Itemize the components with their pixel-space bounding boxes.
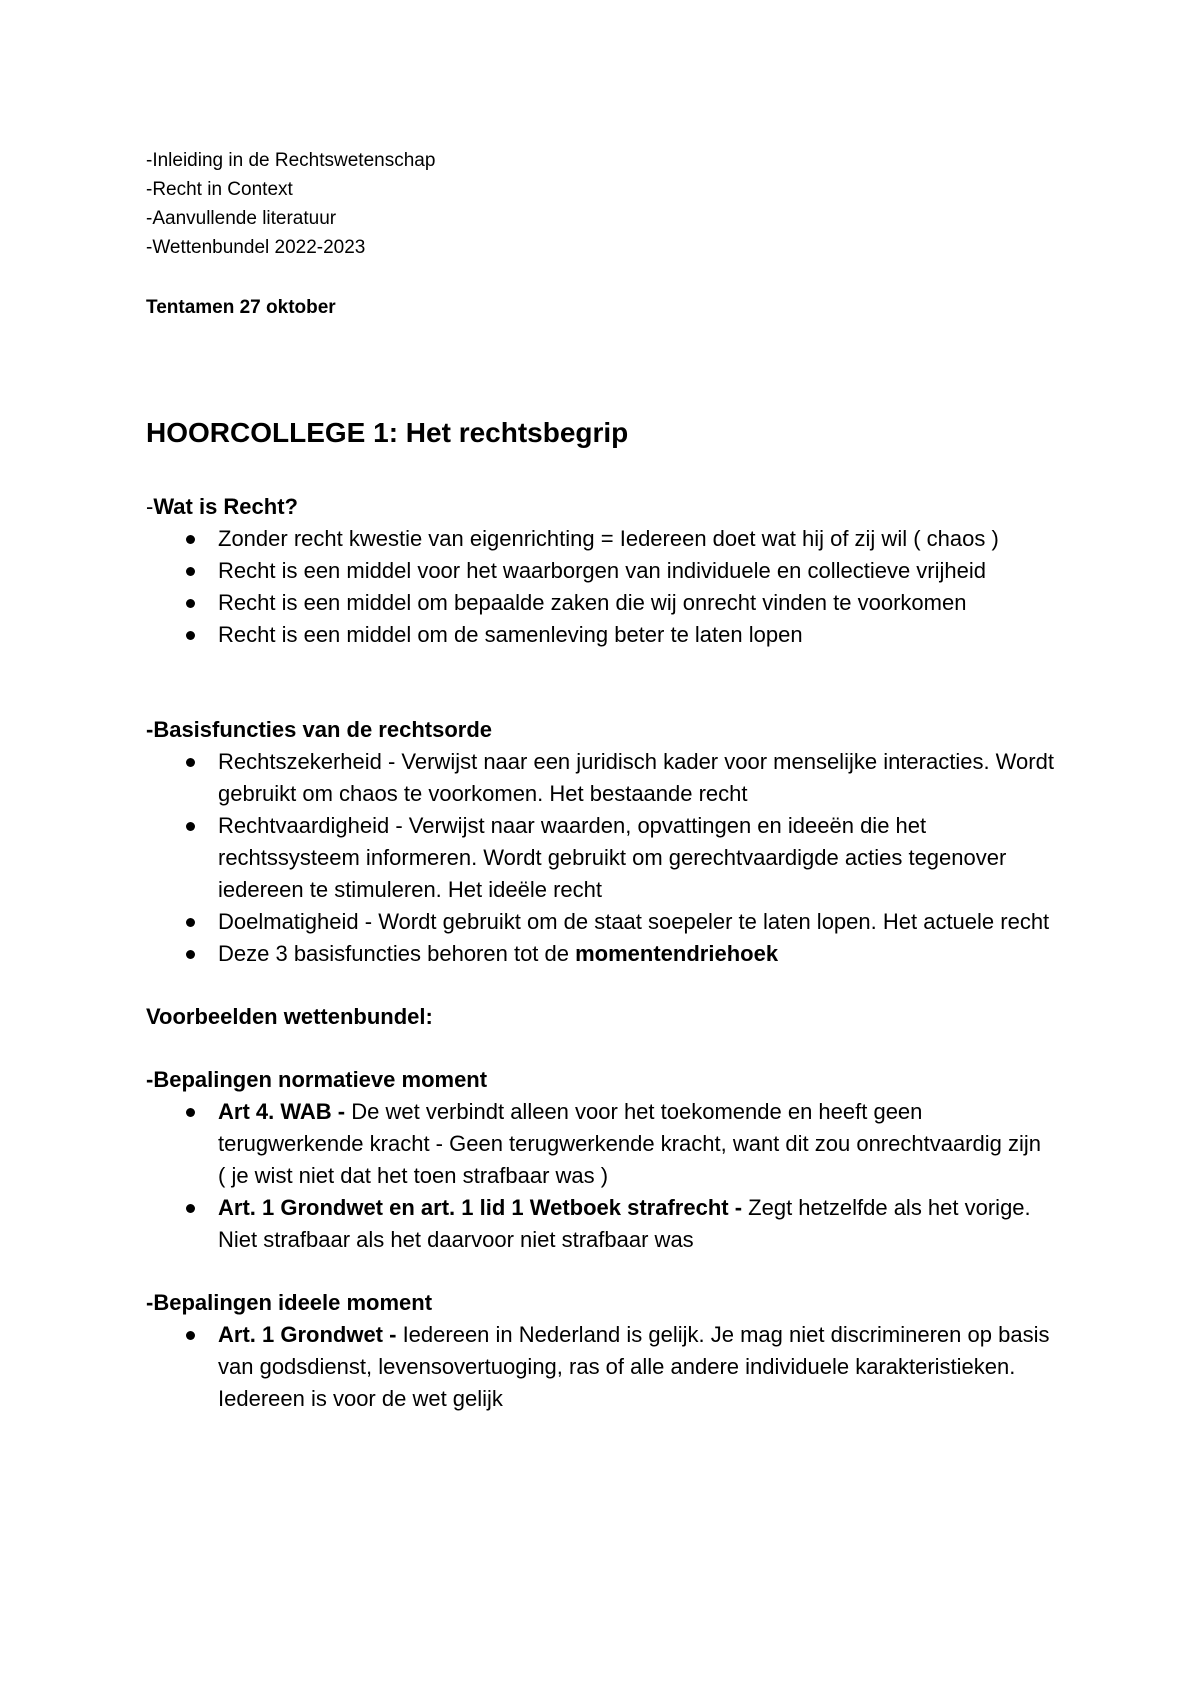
bullet-list <box>146 746 1080 970</box>
article-reference: Art. 1 Grondwet en art. 1 lid 1 Wetboek strafrecht - <box>218 1195 743 1220</box>
section-wat-is-recht <box>146 491 1080 651</box>
bullet-icon <box>186 631 195 640</box>
list-item-bold-term: momentendriehoek <box>575 941 779 966</box>
section-heading <box>146 1064 1080 1096</box>
heading-dash: - <box>146 494 154 519</box>
heading-label: Bepalingen ideele moment <box>153 1290 433 1315</box>
literature-item: -Wettenbundel 2022-2023 <box>146 237 366 258</box>
list-item <box>146 587 1054 619</box>
article-reference: Art 4. WAB - <box>218 1099 346 1124</box>
bullet-icon <box>186 950 195 959</box>
article-reference: Art. 1 Grondwet - <box>218 1322 397 1347</box>
list-item-text: Doelmatigheid - Wordt gebruikt om de staat soepeler te laten lopen. Het actuele recht <box>218 909 1050 934</box>
exam-date: Tentamen 27 oktober <box>146 297 336 318</box>
heading-dash: - <box>146 1067 154 1092</box>
list-item <box>146 938 1054 970</box>
list-item <box>146 1192 1054 1256</box>
bullet-icon <box>186 599 195 608</box>
list-item <box>146 810 1054 906</box>
bullet-icon <box>186 1331 195 1340</box>
list-item-text: Rechtvaardigheid - Verwijst naar waarden, opvattingen en ideeën die het rechtssysteem informeren. Wordt gebruikt om gerechtvaardigde acties tegenover iedereen te stimuleren. Het ideële recht <box>218 813 1007 902</box>
list-item <box>146 1096 1054 1192</box>
literature-item: -Recht in Context <box>146 179 293 200</box>
list-item <box>146 555 1054 587</box>
lecture-title: HOORCOLLEGE 1: Het rechtsbegrip <box>146 417 629 448</box>
heading-label: Wat is Recht? <box>153 494 298 519</box>
list-item <box>146 906 1054 938</box>
list-item <box>146 523 1054 555</box>
heading-dash: - <box>146 717 154 742</box>
bullet-list <box>146 523 1080 651</box>
list-item-text: Zonder recht kwestie van eigenrichting = Iedereen doet wat hij of zij wil ( chaos ) <box>218 526 999 551</box>
section-normatieve-moment <box>146 1064 1080 1256</box>
list-item-text: De wet verbindt alleen voor het toekomende en heeft geen terugwerkende kracht - Geen terugwerkende kracht, want dit zou onrechtvaardig zijn ( je wist niet dat het toen strafbaar was ) <box>218 1099 1041 1188</box>
literature-list <box>146 146 1080 262</box>
section-heading <box>146 1001 1080 1033</box>
list-item <box>146 746 1054 810</box>
list-item-text: Zegt hetzelfde als het vorige. Niet strafbaar als het daarvoor niet strafbaar was <box>218 1195 1031 1252</box>
heading-dash: - <box>146 1290 154 1315</box>
literature-item: -Aanvullende literatuur <box>146 208 337 229</box>
literature-item: -Inleiding in de Rechtswetenschap <box>146 150 436 171</box>
list-item-text: Iedereen in Nederland is gelijk. Je mag niet discrimineren op basis van godsdienst, levensovertuoging, ras of alle andere individuele karakteristieken. Iedereen is voor de wet gelijk <box>218 1322 1050 1411</box>
list-item-text: Recht is een middel om de samenleving beter te laten lopen <box>218 622 803 647</box>
bullet-icon <box>186 822 195 831</box>
bullet-icon <box>186 535 195 544</box>
list-item <box>146 619 1054 651</box>
bullet-icon <box>186 1204 195 1213</box>
section-ideele-moment <box>146 1287 1080 1415</box>
section-voorbeelden <box>146 1001 1080 1033</box>
list-item-text: Rechtszekerheid - Verwijst naar een juridisch kader voor menselijke interacties. Wordt gebruikt om chaos te voorkomen. Het bestaande recht <box>218 749 1054 806</box>
list-item-text: Recht is een middel voor het waarborgen van individuele en collectieve vrijheid <box>218 558 986 583</box>
bullet-list <box>146 1319 1080 1415</box>
bullet-list <box>146 1096 1080 1256</box>
section-heading <box>146 714 1080 746</box>
section-heading <box>146 1287 1080 1319</box>
bullet-icon <box>186 567 195 576</box>
section-basisfuncties <box>146 714 1080 970</box>
list-item <box>146 1319 1054 1415</box>
heading-label: Bepalingen normatieve moment <box>153 1067 488 1092</box>
bullet-icon <box>186 1108 195 1117</box>
bullet-icon <box>186 918 195 927</box>
bullet-icon <box>186 758 195 767</box>
list-item-text: Deze 3 basisfuncties behoren tot de <box>218 941 576 966</box>
section-heading <box>146 491 1080 523</box>
heading-label: Basisfuncties van de rechtsorde <box>153 717 493 742</box>
list-item-text: Recht is een middel om bepaalde zaken die wij onrecht vinden te voorkomen <box>218 590 967 615</box>
heading-label: Voorbeelden wettenbundel: <box>146 1004 433 1029</box>
